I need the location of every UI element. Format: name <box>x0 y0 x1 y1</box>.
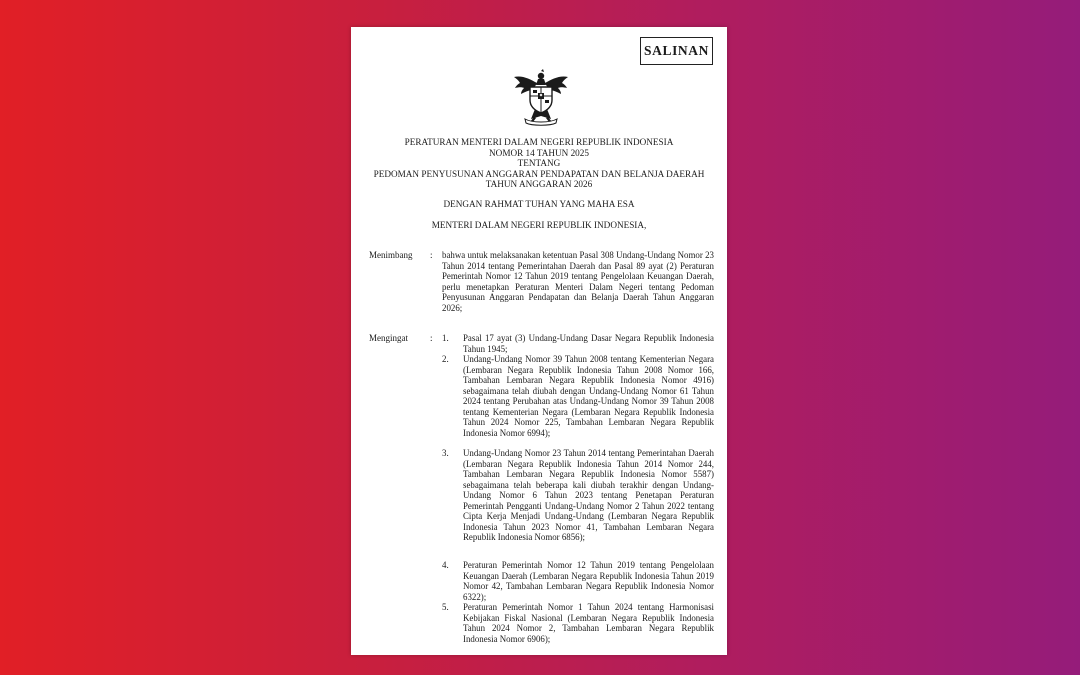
mengingat-item-number: 5. <box>442 602 449 612</box>
mengingat-item-text: Peraturan Pemerintah Nomor 12 Tahun 2019 tentang Pengelolaan Keuangan Daerah (Lembaran Negara Republik Indonesia Tahun 2019 Nomor 42, Tambahan Lembaran Negara Republik Indonesia Nomor 6322); <box>463 560 714 602</box>
mengingat-item-number: 1. <box>442 333 449 343</box>
menteri-line: MENTERI DALAM NEGERI REPUBLIK INDONESIA, <box>431 220 647 230</box>
mengingat-item-number: 2. <box>442 354 449 364</box>
mengingat-item-text: Undang-Undang Nomor 39 Tahun 2008 tentang Kementerian Negara (Lembaran Negara Republik Indonesia Tahun 2008 Nomor 166, Tambahan Lembaran Negara Republik Indonesia Nomor 4916) sebagaimana telah diubah dengan Undang-Undang Nomor 61 Tahun 2024 tentang Perubahan atas Undang-Undang Nomor 39 Tahun 2008 tentang Kementerian Negara (Lembaran Negara Republik Indonesia Tahun 2024 Nomor 225, Tambahan Lembaran Negara Republik Indonesia Nomor 6994); <box>463 354 714 438</box>
mengingat-item-text: Peraturan Pemerintah Nomor 1 Tahun 2024 tentang Harmonisasi Kebijakan Fiskal Nasional (Lembaran Negara Republik Indonesia Tahun 2024 Nomor 2, Tambahan Lembaran Negara Republik Indonesia Nomor 6906); <box>463 602 714 644</box>
mengingat-label: Mengingat <box>369 333 408 343</box>
heading-line-3: TENTANG <box>517 158 561 169</box>
heading-line-2: NOMOR 14 TAHUN 2025 <box>489 147 589 158</box>
menimbang-text: bahwa untuk melaksanakan ketentuan Pasal 308 Undang-Undang Nomor 23 Tahun 2014 tentang Pemerintahan Daerah dan Pasal 89 ayat (2) Peraturan Pemerintah Nomor 12 Tahun 2019 tentang Pengelolaan Keuangan Daerah, perlu menetapkan Peraturan Menteri Dalam Negeri tentang Pedoman Penyusunan Anggaran Pendapatan dan Belanja Daerah Tahun Anggaran 2026; <box>442 250 714 313</box>
mengingat-item-number: 4. <box>442 560 449 570</box>
document-page <box>351 27 727 655</box>
heading-line-1: PERATURAN MENTERI DALAM NEGERI REPUBLIK INDONESIA <box>404 137 674 147</box>
salinan-stamp: SALINAN <box>640 37 713 65</box>
menimbang-label: Menimbang <box>369 250 413 260</box>
heading-line-4: PEDOMAN PENYUSUNAN ANGGARAN PENDAPATAN DAN BELANJA DAERAH <box>373 168 705 179</box>
mengingat-item-text: Pasal 17 ayat (3) Undang-Undang Dasar Negara Republik Indonesia Tahun 1945; <box>463 333 714 354</box>
heading-line-5: TAHUN ANGGARAN 2026 <box>485 179 593 190</box>
mengingat-item-text: Undang-Undang Nomor 23 Tahun 2014 tentang Pemerintahan Daerah (Lembaran Negara Republik Indonesia Tahun 2014 Nomor 244, Tambahan Lembaran Negara Republik Indonesia Nomor 5587) sebagaimana telah beberapa kali diubah terakhir dengan Undang-Undang Nomor 6 Tahun 2023 tentang Penetapan Peraturan Pemerintah Pengganti Undang-Undang Nomor 2 Tahun 2022 tentang Cipta Kerja Menjadi Undang-Undang (Lembaran Negara Republik Indonesia Tahun 2023 Nomor 41, Tambahan Lembaran Negara Republik Indonesia Nomor 6856); <box>463 448 714 542</box>
regulation-heading <box>351 137 727 190</box>
mengingat-item-number: 3. <box>442 448 449 458</box>
rahmat-line: DENGAN RAHMAT TUHAN YANG MAHA ESA <box>443 199 635 209</box>
garuda-emblem-icon <box>510 67 572 129</box>
menimbang-colon: : <box>430 250 433 260</box>
mengingat-colon: : <box>430 333 433 343</box>
